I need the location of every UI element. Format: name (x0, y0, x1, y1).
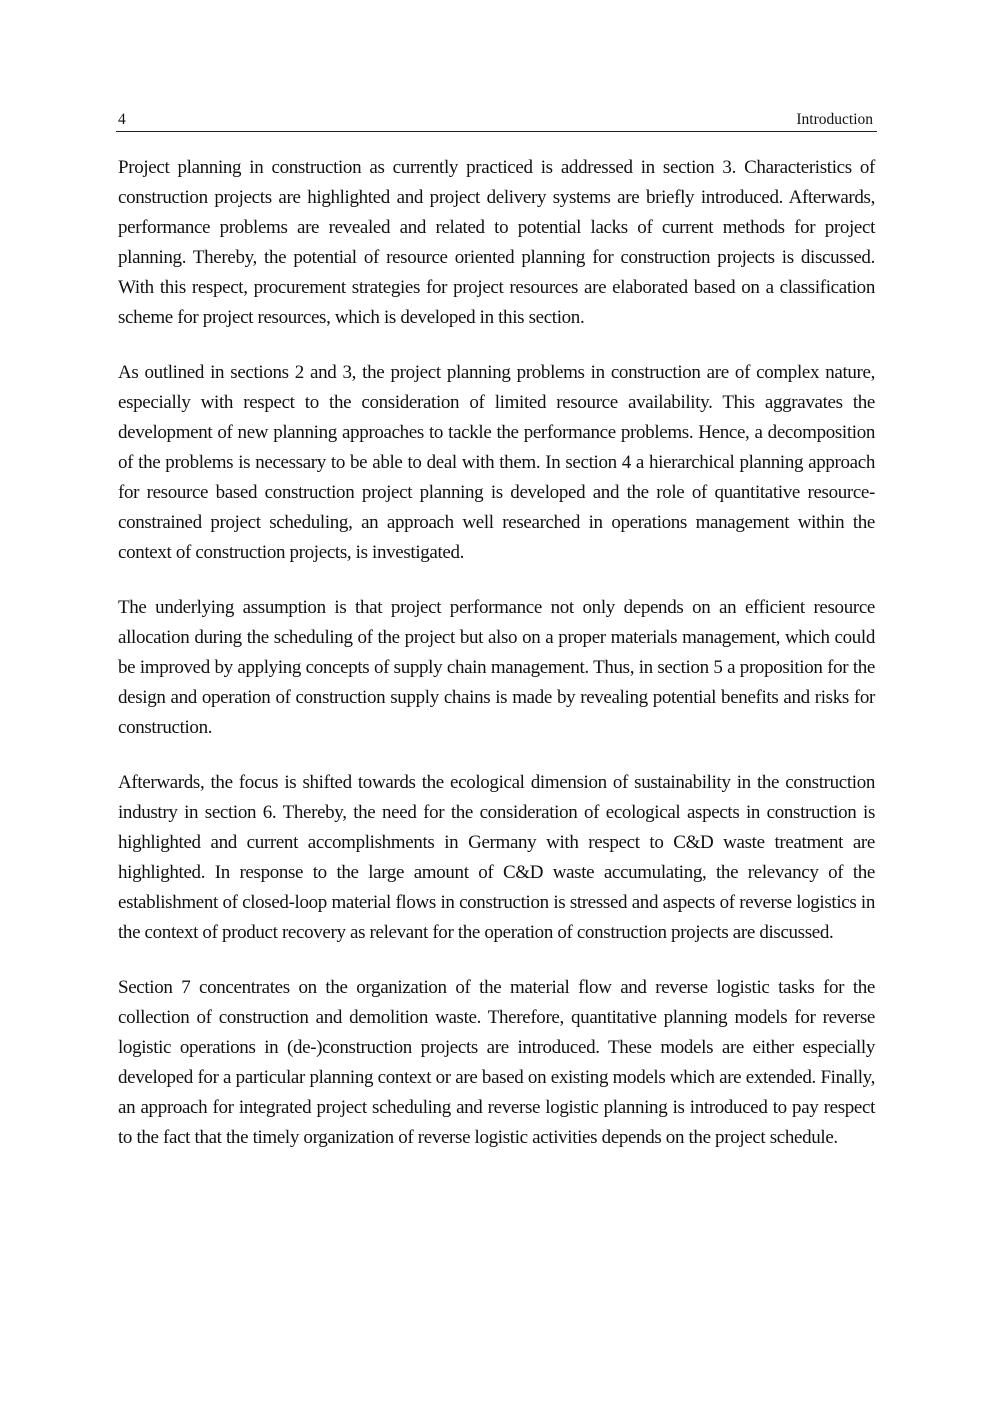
paragraph-section-6-overview: Afterwards, the focus is shifted towards the ecological dimension of sustainability in the construction industry in section 6. Thereby, the need for the consideration of ecological aspects in construction is highlighted and current accomplishments in Germany with respect to C&D waste treatment are highlighted. In response to the large amount of C&D waste accumulating, the relevancy of the establishment of closed-loop material flows in construction is stressed and aspects of reverse logistics in the context of product recovery as relevant for the operation of construction projects are discussed. (118, 772, 875, 943)
body-text (118, 153, 875, 1178)
paragraph-section-5-overview: The underlying assumption is that project performance not only depends on an efficient resource allocation during the scheduling of the project but also on a proper materials management, which could be improved by applying concepts of supply chain management. Thus, in section 5 a proposition for the design and operation of construction supply chains is made by revealing potential benefits and risks for construction. (118, 597, 875, 738)
page-number: 4 (118, 111, 126, 128)
running-title: Introduction (796, 111, 873, 128)
paragraph-section-4-overview: As outlined in sections 2 and 3, the project planning problems in construction are of complex nature, especially with respect to the consideration of limited resource availability. This aggravates the development of new planning approaches to tackle the performance problems. Hence, a decomposition of the problems is necessary to be able to deal with them. In section 4 a hierarchical planning approach for resource based construction project planning is developed and the role of quantitative resource-constrained project scheduling, an approach well researched in operations management within the context of construction projects, is investigated. (118, 362, 875, 563)
page-header (116, 110, 877, 132)
paragraph-section-3-overview: Project planning in construction as currently practiced is addressed in section 3. Characteristics of construction projects are highlighted and project delivery systems are briefly introduced. Afterwards, performance problems are revealed and related to potential lacks of current methods for project planning. Thereby, the potential of resource oriented planning for construction projects is discussed. With this respect, procurement strategies for project resources are elaborated based on a classification scheme for project resources, which is developed in this section. (118, 157, 875, 328)
paragraph-section-7-overview: Section 7 concentrates on the organization of the material flow and reverse logistic tasks for the collection of construction and demolition waste. Therefore, quantitative planning models for reverse logistic operations in (de-)construction projects are introduced. These models are either especially developed for a particular planning context or are based on existing models which are extended. Finally, an approach for integrated project scheduling and reverse logistic planning is introduced to pay respect to the fact that the timely organization of reverse logistic activities depends on the project schedule. (118, 977, 875, 1148)
